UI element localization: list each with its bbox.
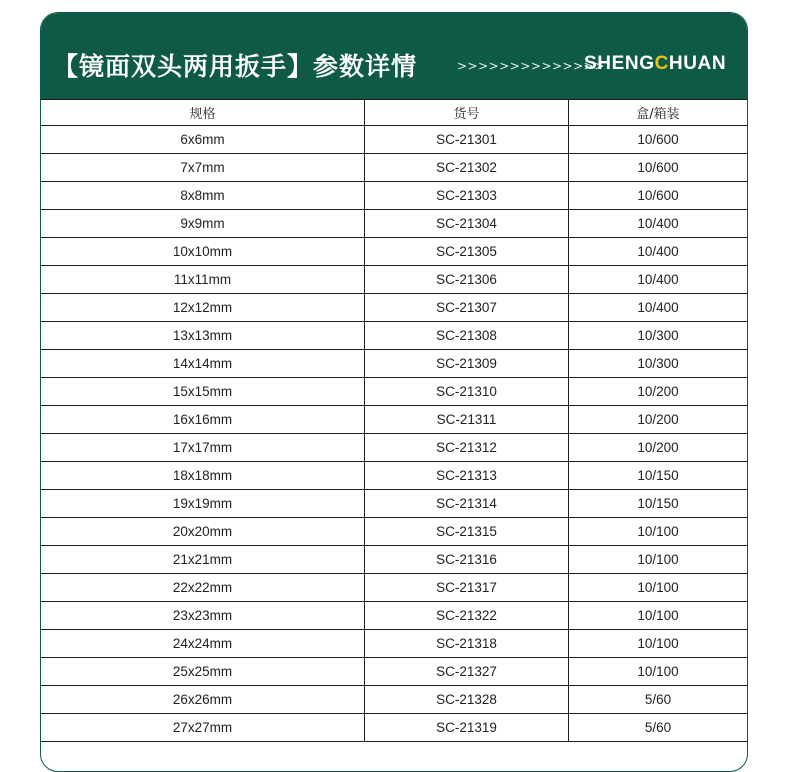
cell-item-no: SC-21308 <box>365 322 569 349</box>
cell-size: 10x10mm <box>41 238 365 265</box>
table-row <box>41 658 747 686</box>
table-row <box>41 462 747 490</box>
cell-packing: 10/600 <box>637 188 679 203</box>
cell-packing: 10/200 <box>637 440 679 455</box>
cell-item-no: SC-21322 <box>365 602 569 629</box>
cell-item-no: SC-21303 <box>365 182 569 209</box>
cell-item-no: SC-21319 <box>365 714 569 741</box>
brand-text-left: SHENG <box>584 53 655 74</box>
cell-item-no: SC-21306 <box>365 266 569 293</box>
cell-size: 19x19mm <box>41 490 365 517</box>
cell-packing: 10/300 <box>637 356 679 371</box>
cell-size: 7x7mm <box>41 154 365 181</box>
spec-table <box>41 99 747 742</box>
cell-size: 20x20mm <box>41 518 365 545</box>
table-row <box>41 182 747 210</box>
cell-item-no: SC-21315 <box>365 518 569 545</box>
cell-packing: 10/400 <box>637 300 679 315</box>
cell-packing: 10/400 <box>637 244 679 259</box>
table-row <box>41 294 747 322</box>
cell-size: 27x27mm <box>41 714 365 741</box>
cell-size: 6x6mm <box>41 126 365 153</box>
cell-packing: 10/400 <box>637 272 679 287</box>
brand-text-accent: C <box>654 53 669 74</box>
column-header-item-no: 货号 <box>365 100 569 125</box>
cell-item-no: SC-21302 <box>365 154 569 181</box>
cell-size: 25x25mm <box>41 658 365 685</box>
cell-size: 18x18mm <box>41 462 365 489</box>
table-row <box>41 686 747 714</box>
cell-packing: 10/150 <box>637 496 679 511</box>
cell-packing: 10/100 <box>637 524 679 539</box>
page-title: 【镜面双头两用扳手】参数详情 <box>53 52 418 81</box>
cell-size: 21x21mm <box>41 546 365 573</box>
cell-size: 23x23mm <box>41 602 365 629</box>
cell-item-no: SC-21311 <box>365 406 569 433</box>
decorative-arrows: >>>>>>>>>>>>>> <box>457 59 605 73</box>
cell-packing: 10/600 <box>637 160 679 175</box>
cell-packing: 10/100 <box>637 636 679 651</box>
table-row <box>41 434 747 462</box>
cell-item-no: SC-21316 <box>365 546 569 573</box>
table-row <box>41 490 747 518</box>
brand-logo <box>584 53 726 75</box>
table-row <box>41 210 747 238</box>
cell-size: 13x13mm <box>41 322 365 349</box>
cell-packing: 10/100 <box>637 580 679 595</box>
table-row <box>41 602 747 630</box>
table-row <box>41 546 747 574</box>
cell-size: 22x22mm <box>41 574 365 601</box>
cell-item-no: SC-21305 <box>365 238 569 265</box>
cell-packing: 5/60 <box>644 720 672 735</box>
cell-size: 24x24mm <box>41 630 365 657</box>
cell-item-no: SC-21309 <box>365 350 569 377</box>
brand-text-right: HUAN <box>668 53 727 74</box>
cell-size: 15x15mm <box>41 378 365 405</box>
cell-size: 12x12mm <box>41 294 365 321</box>
cell-item-no: SC-21304 <box>365 210 569 237</box>
cell-size: 8x8mm <box>41 182 365 209</box>
cell-item-no: SC-21317 <box>365 574 569 601</box>
cell-item-no: SC-21312 <box>365 434 569 461</box>
cell-item-no: SC-21328 <box>365 686 569 713</box>
cell-size: 16x16mm <box>41 406 365 433</box>
cell-item-no: SC-21301 <box>365 126 569 153</box>
cell-packing: 10/150 <box>637 468 679 483</box>
cell-item-no: SC-21310 <box>365 378 569 405</box>
column-header-packing: 盒/箱装 <box>636 107 680 122</box>
cell-packing: 10/100 <box>637 608 679 623</box>
table-row <box>41 126 747 154</box>
table-row <box>41 154 747 182</box>
cell-size: 9x9mm <box>41 210 365 237</box>
table-row <box>41 714 747 742</box>
cell-item-no: SC-21307 <box>365 294 569 321</box>
table-row <box>41 266 747 294</box>
header-banner <box>41 13 747 99</box>
cell-packing: 10/300 <box>637 328 679 343</box>
cell-packing: 10/200 <box>637 412 679 427</box>
cell-item-no: SC-21327 <box>365 658 569 685</box>
cell-item-no: SC-21314 <box>365 490 569 517</box>
cell-size: 14x14mm <box>41 350 365 377</box>
table-row <box>41 378 747 406</box>
cell-packing: 5/60 <box>644 692 672 707</box>
table-row <box>41 574 747 602</box>
cell-packing: 10/100 <box>637 664 679 679</box>
table-body <box>41 126 747 742</box>
table-row <box>41 518 747 546</box>
cell-size: 17x17mm <box>41 434 365 461</box>
cell-packing: 10/400 <box>637 216 679 231</box>
table-row <box>41 238 747 266</box>
table-header-row <box>41 99 747 126</box>
spec-card <box>40 12 748 772</box>
column-header-size: 规格 <box>41 100 365 125</box>
table-row <box>41 630 747 658</box>
cell-item-no: SC-21313 <box>365 462 569 489</box>
cell-size: 11x11mm <box>41 266 365 293</box>
cell-size: 26x26mm <box>41 686 365 713</box>
table-row <box>41 350 747 378</box>
cell-packing: 10/100 <box>637 552 679 567</box>
cell-packing: 10/600 <box>637 132 679 147</box>
table-row <box>41 322 747 350</box>
table-row <box>41 406 747 434</box>
cell-packing: 10/200 <box>637 384 679 399</box>
cell-item-no: SC-21318 <box>365 630 569 657</box>
